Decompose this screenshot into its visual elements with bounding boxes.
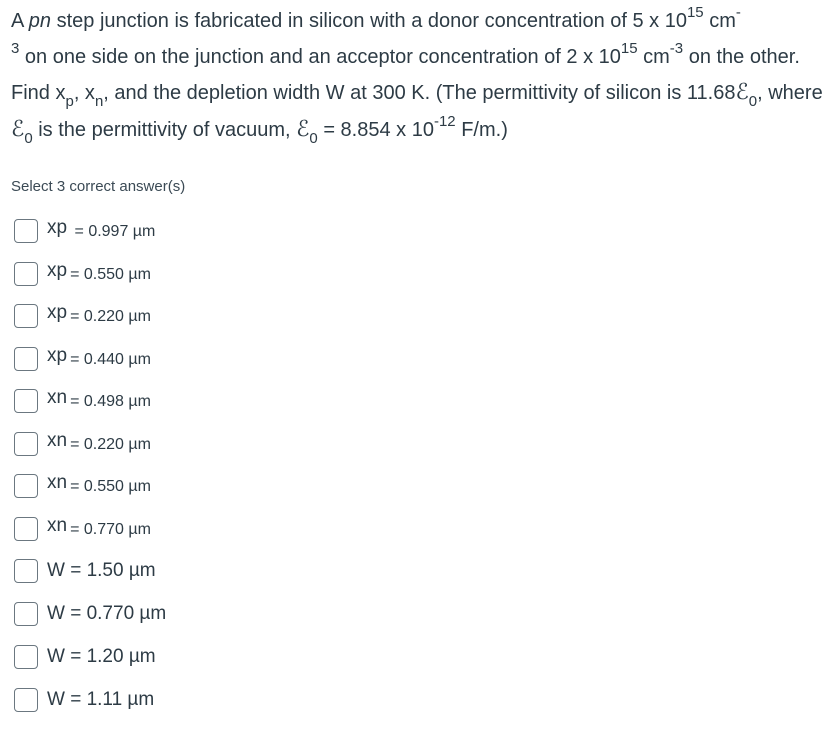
checkbox[interactable]: [14, 389, 38, 413]
answer-option[interactable]: [14, 210, 155, 252]
answer-option[interactable]: [14, 423, 151, 465]
answer-option[interactable]: [14, 338, 151, 380]
answer-option[interactable]: [14, 636, 156, 678]
checkbox[interactable]: [14, 602, 38, 626]
checkbox[interactable]: [14, 688, 38, 712]
checkbox[interactable]: [14, 432, 38, 456]
answer-label: W = 1.20 µm: [47, 646, 156, 667]
checkbox[interactable]: [14, 517, 38, 541]
answer-option[interactable]: [14, 253, 151, 295]
answer-option[interactable]: [14, 550, 156, 592]
answer-option[interactable]: [14, 380, 151, 422]
answer-label: W = 1.11 µm: [47, 689, 155, 710]
checkbox[interactable]: [14, 474, 38, 498]
answer-label: xn = 0.220 µm: [47, 429, 151, 453]
checkbox[interactable]: [14, 559, 38, 583]
answer-label: xp = 0.220 µm: [47, 302, 151, 325]
checkbox[interactable]: [14, 219, 38, 243]
answer-instructions: Select 3 correct answer(s): [11, 178, 186, 195]
answer-label: xp = 0.997 µm: [47, 217, 156, 240]
answer-label: xn = 0.770 µm: [47, 514, 151, 538]
checkbox[interactable]: [14, 645, 38, 669]
answer-option[interactable]: [14, 593, 166, 635]
checkbox[interactable]: [14, 262, 38, 286]
answer-label: W = 0.770 µm: [47, 603, 167, 624]
question-text: A pn step junction is fabricated in silicon with a donor concentration of 5 x $10^{15}$ cm- $^3$ on one side on the junction and an acceptor concentration of 2 x $10^{15}$ $cm^{-3}$ on the other. Find $x_p$, $x_n$, and the depletion width W at 300 K. (The permittivity of silicon is 11.68ℰ$_0$, where ℰ$_0$ is the permittivity of vacuum, ℰ$_0$ = 8.854 x $10^{-12}$ F/m.): [11, 4, 823, 147]
checkbox[interactable]: [14, 347, 38, 371]
answer-label: xn = 0.550 µm: [47, 472, 151, 495]
answer-label: W = 1.50 µm: [47, 560, 156, 581]
checkbox[interactable]: [14, 304, 38, 328]
answer-option[interactable]: [14, 295, 151, 337]
answer-option[interactable]: [14, 465, 151, 507]
answer-label: xp = 0.440 µm: [47, 344, 151, 368]
answer-label: xp = 0.550 µm: [47, 259, 151, 283]
answer-option[interactable]: [14, 508, 151, 550]
answer-label: xn = 0.498 µm: [47, 387, 151, 410]
answer-option[interactable]: [14, 679, 154, 721]
